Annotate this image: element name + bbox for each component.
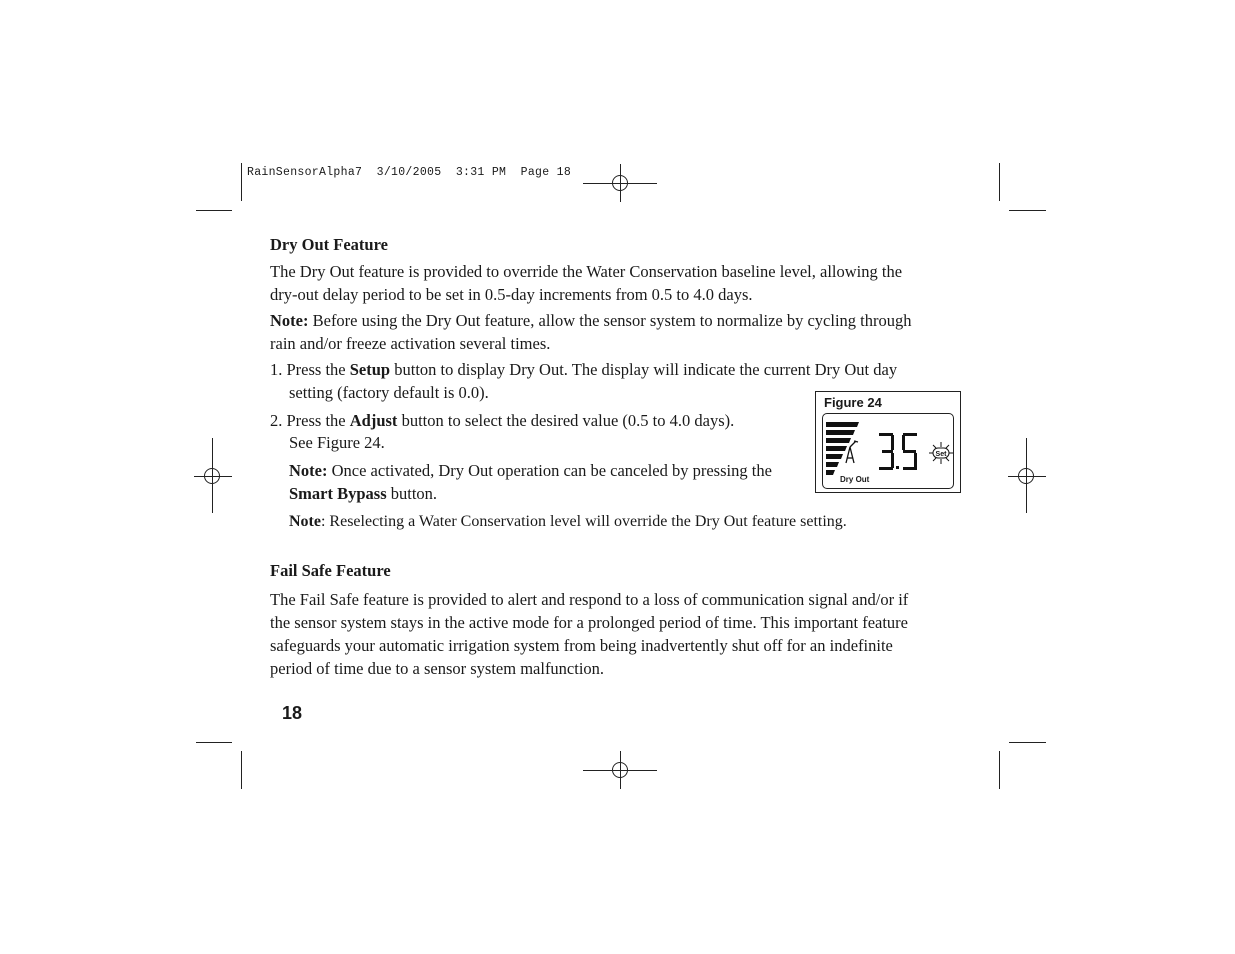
dry-out-heading: Dry Out Feature [270,235,388,254]
fail-safe-body: The Fail Safe feature is provided to alert and respond to a loss of communication signal and/or if the sensor system stays in the active mode for a prolonged period of time. This important feature safeguards your automatic irrigation system from being inadvertently shut off for an indefinite period of time due to a sensor system malfunction. [270,590,909,678]
step-2-continued: See Figure 24. [289,433,385,452]
crop-mark [999,751,1000,789]
crop-mark [196,210,232,211]
dry-out-note: Note: Before using the Dry Out feature, allow the sensor system to normalize by cycling through rain and/or freeze activation several times. [270,311,912,353]
step-1: 1. Press the Setup button to display Dry Out. The display will indicate the current Dry Out day [270,360,898,379]
value-digits [879,433,917,470]
sprinkler-icon [846,441,858,463]
step-2-note: Note: Once activated, Dry Out operation can be canceled by pressing the Smart Bypass button. [289,461,772,503]
crop-mark [241,751,242,789]
dry-out-intro: The Dry Out feature is provided to override the Water Conservation baseline level, allowing the dry-out delay period to be set in 0.5-day increments from 0.5 to 4.0 days. [270,262,903,304]
level-bars-icon [826,422,859,475]
lcd-display [822,413,954,489]
step-1-continued: setting (factory default is 0.0). [289,383,489,402]
crop-mark [1009,742,1046,743]
value-text: 3.5 [898,458,900,459]
set-label: Set [935,451,947,458]
fail-safe-heading: Fail Safe Feature [270,561,391,580]
print-slug: RainSensorAlpha7 3/10/2005 3:31 PM Page 18 [247,166,572,179]
dry-out-label: Dry Out [840,475,870,484]
crop-mark [196,742,232,743]
step-2: 2. Press the Adjust button to select the desired value (0.5 to 4.0 days). [270,411,735,430]
figure-24 [815,391,961,493]
crop-mark [999,163,1000,201]
water-conservation-note: Note: Reselecting a Water Conservation level will override the Dry Out feature setting. [289,513,847,530]
page-number: 18 [282,703,303,723]
crop-mark [1009,210,1046,211]
figure-caption: Figure 24 [824,395,882,410]
crop-mark [241,163,242,201]
